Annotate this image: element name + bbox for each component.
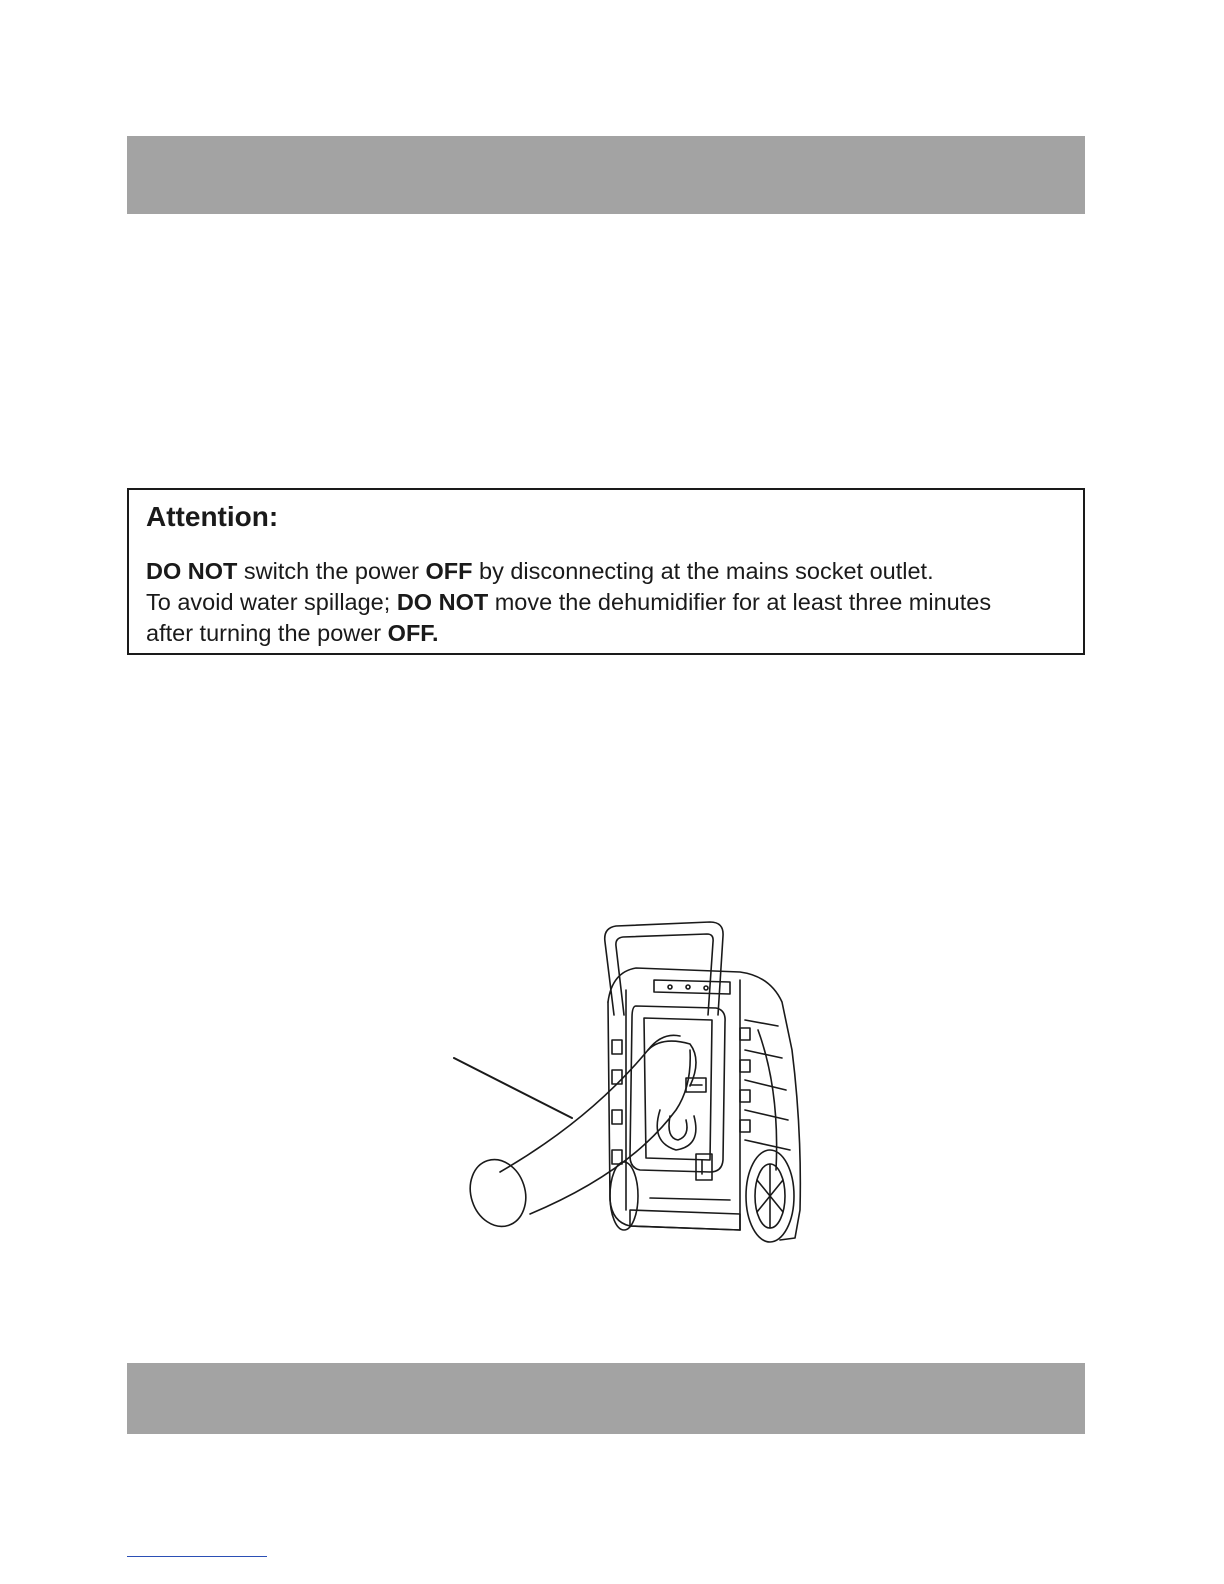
- section-header-band-bottom: [127, 1363, 1085, 1434]
- attention-title: Attention:: [146, 501, 279, 532]
- emphasis-do-not: DO NOT: [146, 558, 238, 584]
- emphasis-do-not: DO NOT: [396, 589, 489, 615]
- unit-body-icon: [608, 968, 800, 1240]
- attention-notice: [127, 488, 1085, 655]
- footer-rule: [127, 1556, 267, 1557]
- section-header-band-top: [127, 136, 1085, 214]
- leader-line: [454, 1058, 572, 1118]
- emphasis-off: OFF: [425, 558, 473, 584]
- attention-line-1: DO NOT switch the power OFF by disconnecting at the mains socket outlet.: [146, 558, 934, 584]
- duct-hose-icon: [462, 1035, 696, 1233]
- emphasis-off: OFF.: [387, 620, 439, 646]
- attention-body: [146, 556, 1086, 649]
- dehumidifier-with-duct-hose-icon: [440, 910, 820, 1255]
- attention-line-2: To avoid water spillage; DO NOT move the dehumidifier for at least three minutes: [146, 589, 992, 615]
- attention-line-3: after turning the power OFF.: [146, 620, 439, 646]
